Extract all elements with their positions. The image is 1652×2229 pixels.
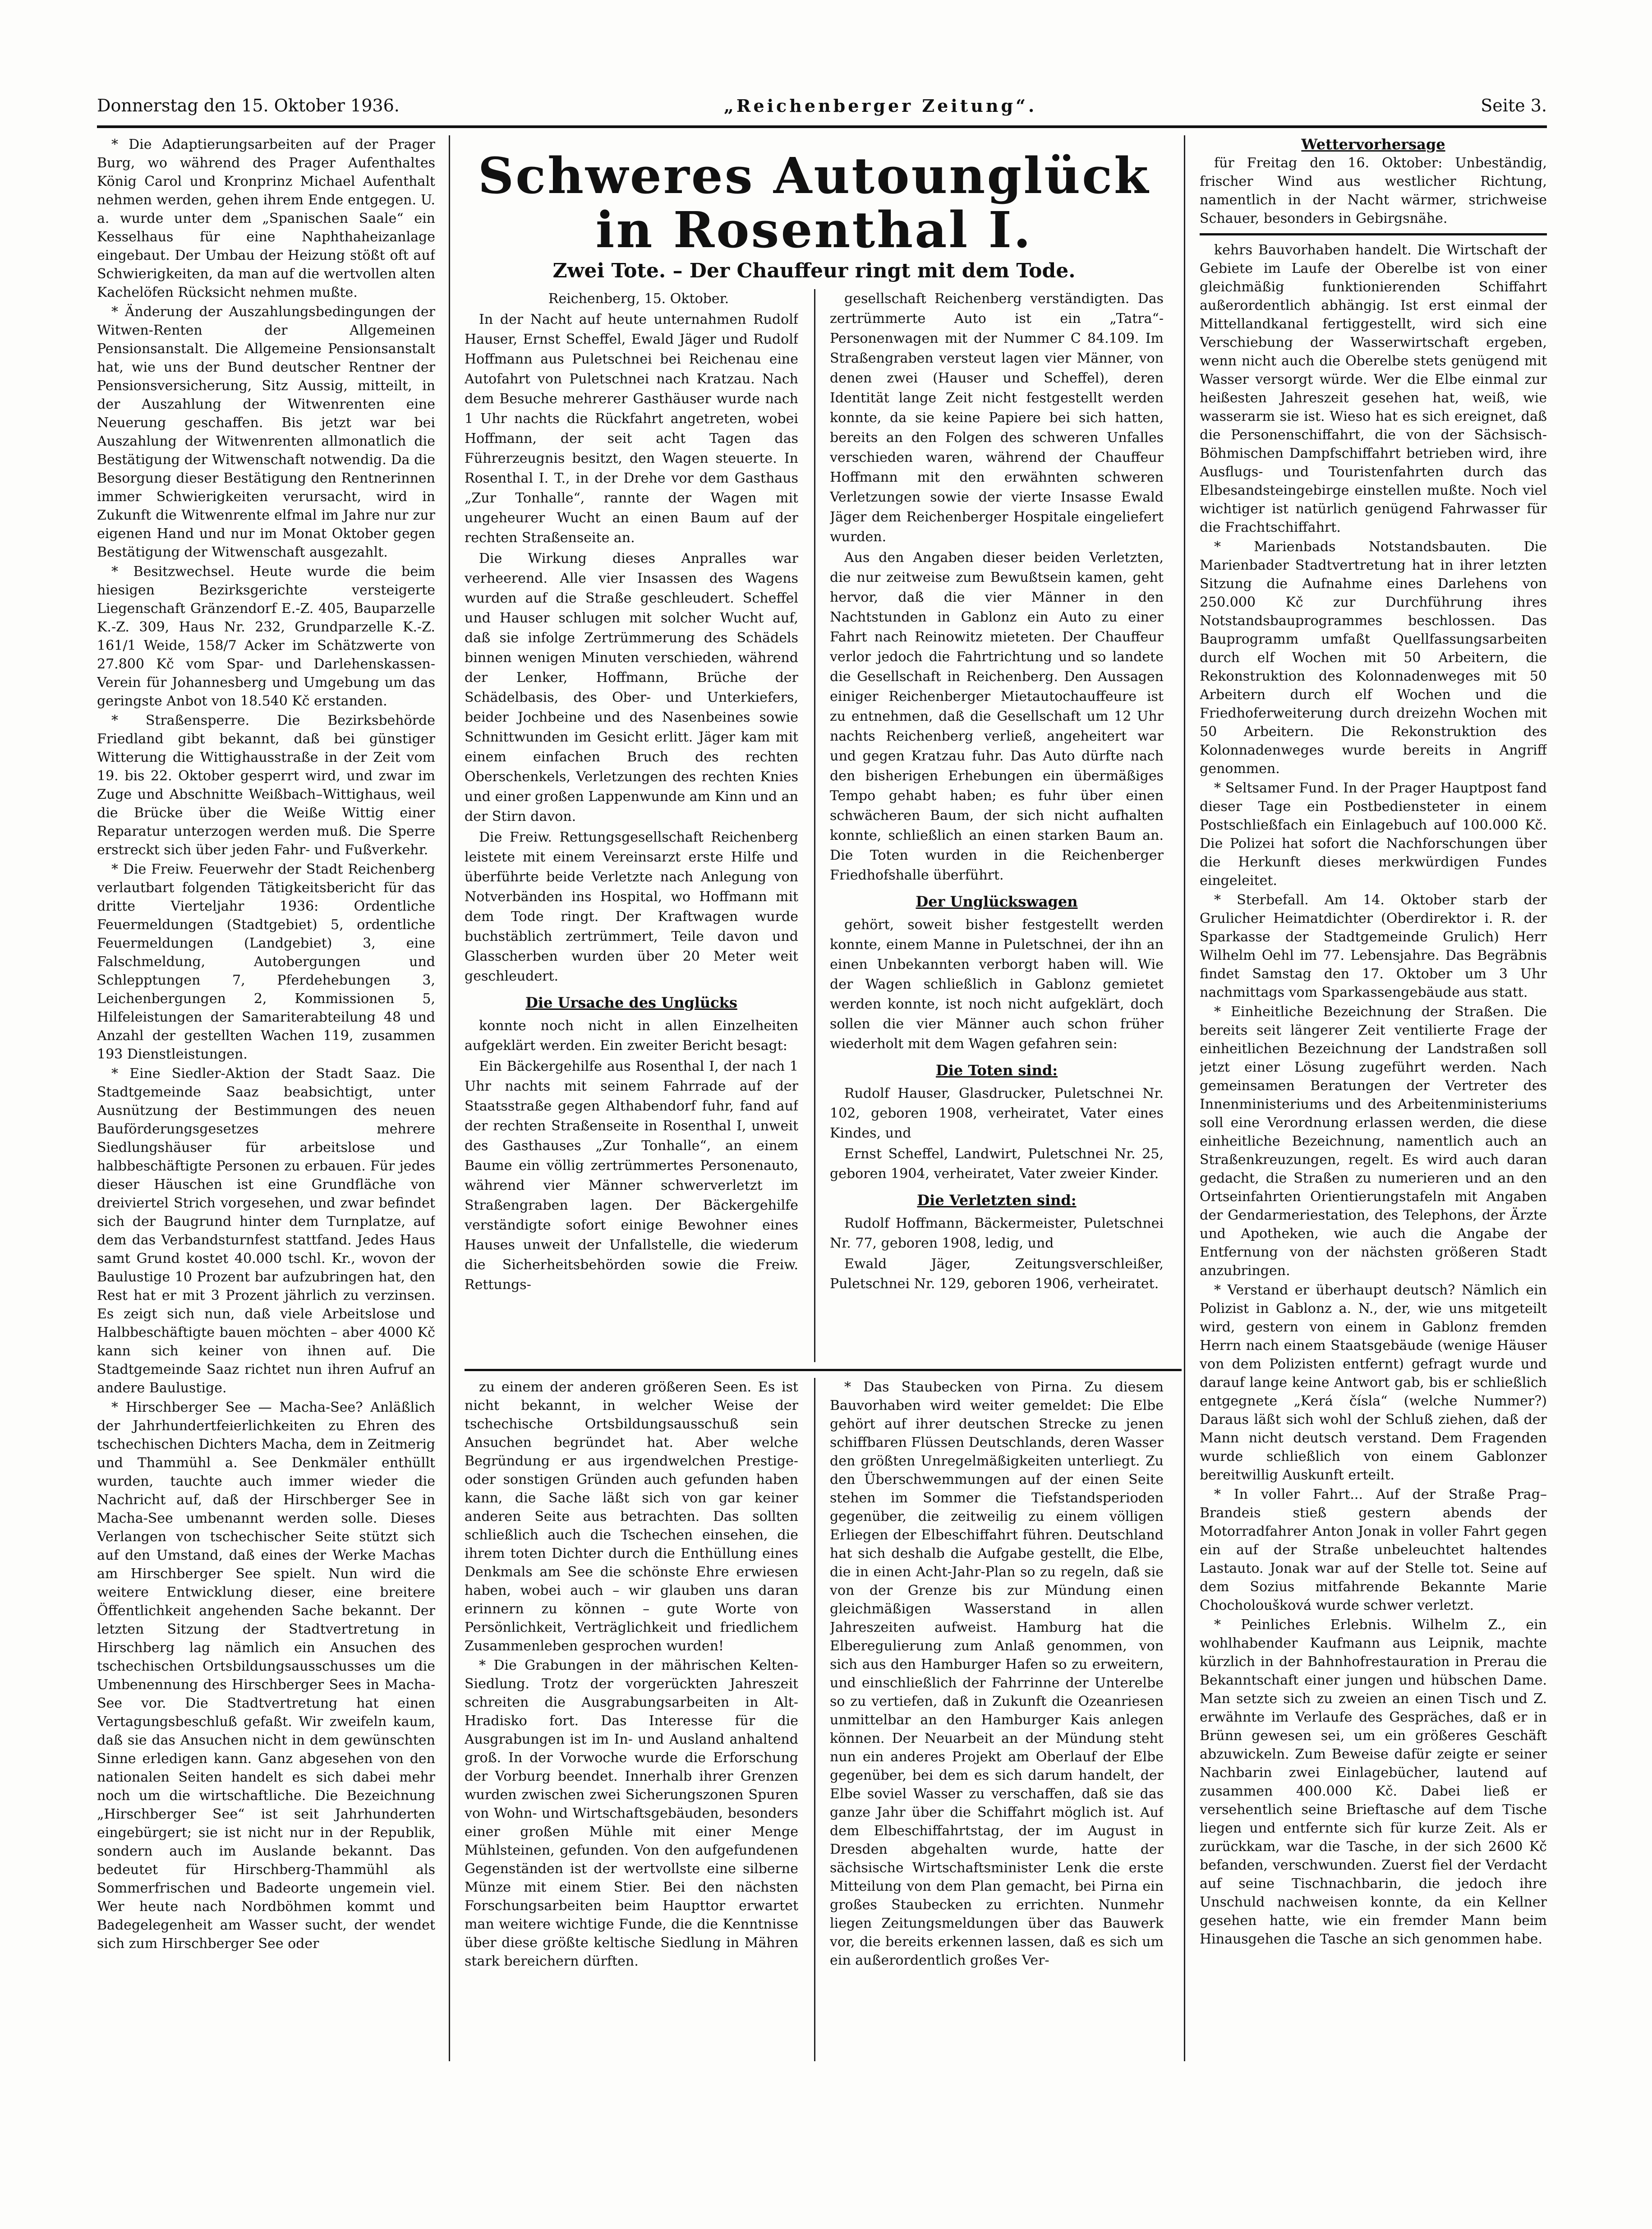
injured-entry: Ewald Jäger, Zeitungsverschleißer, Puletschnei Nr. 129, geboren 1906, verheiratet. [830,1256,1164,1292]
article-in-voller-fahrt: * In voller Fahrt... Auf der Straße Prag–Brandeis stieß gestern abends der Motorradfahrer Anton Jonak in voller Fahrt gegen ein auf der Straße unbeleuchtet haltendes Lastauto. Jonak war auf der Stelle tot. Seine auf dem Sozius mitfahrende Bekannte Marie Chocholoušková wurde schwer verletzt. [1200,1487,1547,1613]
column-left [97,135,435,2061]
main-article-divider [814,289,815,1362]
main-subheadline: Zwei Tote. – Der Chauffeur ringt mit dem Tode. [552,259,1076,282]
wagon-paragraph: gehört, soweit bisher festgestellt werden konnte, einem Manne in Puletschnei, der ihn an einen Unbekannten verborgt haben will. Wie der Wagen schließlich in Gablonz gemietet werden konnte, ist noch nicht aufgeklärt, doch sollen die vier Männer auch schon früher wiederholt mit dem Wagen gefahren sein: [830,917,1164,1052]
injured-entry: Rudolf Hoffmann, Bäckermeister, Puletschnei Nr. 77, geboren 1908, ledig, und [830,1216,1164,1251]
lower-left-column [465,1378,798,2061]
main-paragraph: gesellschaft Reichenberg verständigten. Das zertrümmerte Auto ist ein „Tatra“-Personenwagen mit der Nummer C 84.109. Im Straßengraben versteut lagen vier Männer, von denen zwei (Hauser und Scheffel), deren Identität lange Zeit nicht festgestellt werden konnte, da sie keine Papiere bei sich hatten, bereits an den Folgen des schweren Unfalles verschieden waren, während der Chauffeur Hoffmann mit den erwähnten schweren Verletzungen sowie der vierte Insasse Ewald Jäger dem Reichenberger Hospitale eingeliefert wurden. [830,291,1164,545]
article-feuerwehr: * Die Freiw. Feuerwehr der Stadt Reichenberg verlautbart folgenden Tätigkeitsbericht für das dritte Vierteljahr 1936: Ordentliche Feuermeldungen (Stadtgebiet) 5, ordentliche Feuermeldungen (Landgebiet) 3, eine Falschmeldung, Autobergungen und Schlepptungen 7, Pferdehebungen 3, Leichenbergungen 2, Kommissionen 5, Hilfeleistungen der Samariterabteilung 48 und Anzahl der gestellten Wachen 119, zusammen 193 Dienstleistungen. [97,861,435,1062]
injured-heading: Die Verletzten sind: [917,1192,1077,1209]
article-kelten-siedlung: * Die Grabungen in der mährischen Kelten-Siedlung. Trotz der vorgerückten Jahreszeit schreiten die Ausgrabungsarbeiten in Alt-Hradisko fort. Das Interesse für die Ausgrabungen ist im In- und Ausland anhaltend groß. In der Vorwoche wurde die Erforschung der Vorburg beendet. Innerhalb ihrer Grenzen wurden zwischen zwei Sicherungszonen Spuren von Wohn- und Wirtschaftsgebäuden, besonders einer großen Mühle mit einer Menge Mühlsteinen, gefunden. Von den aufgefundenen Gegenständen ist der wertvollste eine silberne Münze mit einem Stier. Bei den nächsten Forschungsarbeiten beim Haupttor erwartet man weitere wichtige Funde, die die Kenntnisse über diese größte keltische Siedlung in Mähren stark bereichern dürften. [465,1658,798,1969]
header-page-number: Seite 3. [1481,96,1547,115]
article-siedler-aktion: * Eine Siedler-Aktion der Stadt Saaz. Die Stadtgemeinde Saaz beabsichtigt, unter Ausnützung der Bestimmungen des neuen Bauförderungsgesetzes mehrere Siedlungshäuser für arbeitslose und halbbeschäftigte Personen zu erbauen. Für jedes dieser Häuschen ist eine Grundfläche von dreiviertel Strich vorgesehen, und zwar befindet sich der Baugrund hinter dem Turnplatze, auf dem das Verbandsturnfest stattfand. Jedes Haus samt Grund kostet 40.000 tschl. Kr., wovon der Baulustige 10 Prozent bar aufzubringen hat, den Rest hat er mit 3 Prozent jährlich zu verzinsen. Es zeigt sich nun, daß viele Arbeitslose und Halbbeschäftigte bauen möchten – aber 4000 Kč kann sich keiner von ihnen auf. Die Stadtgemeinde Saaz richtet nun ihren Aufruf an andere Baulustige. [97,1066,435,1396]
dead-entry: Rudolf Hauser, Glasdrucker, Puletschnei Nr. 102, geboren 1908, verheiratet, Vater eines Kindes, und [830,1086,1164,1141]
article-besitzwechsel: * Besitzwechsel. Heute wurde die beim hiesigen Bezirksgerichte versteigerte Liegenschaft Gränzendorf E.-Z. 405, Bauparzelle K.-Z. 309, Haus Nr. 232, Grundparzelle K.-Z. 161/1 Weide, 158/7 Acker im Schätzwerte von 27.800 Kč vom Spar- und Darlehenskassen-Verein für Johannesberg und Umgebung um das geringste Anbot von 18.540 Kč erstanden. [97,564,435,709]
article-verstand-deutsch: * Verstand er überhaupt deutsch? Nämlich ein Polizist in Gablonz a. N., der, wie uns mitgeteilt wird, gestern von einem in Gablonz fremden Herrn nach einem Staatsgebäude (wenige Häuser von dem Polizisten entfernt) gefragt wurde und darauf lange keine Antwort gab, bis er schließlich entgegnete „Kerá čísla“ (welche Nummer?) Daraus läßt sich wohl der Schluß ziehen, daß der Mann nicht deutsch verstand. Dem Fragenden wurde schließlich von einem Gablonzer bereitwillig Auskunft erteilt. [1200,1282,1547,1483]
weather-heading: Wettervorhersage [1301,136,1445,153]
article-staubecken-pirna: * Das Staubecken von Pirna. Zu diesem Bauvorhaben wird weiter gemeldet: Die Elbe gehört auf ihrer deutschen Strecke zu jenen schiffbaren Flüssen Deutschlands, deren Wasser den größten Unregelmäßigkeiten unterliegt. Zu den Überschwemmungen auf der einen Seite stehen im Sommer die Tiefstandsperioden gegenüber, die zeitweilig zu einem völligen Erliegen der Elbeschiffahrt führen. Deutschland hat sich deshalb die Aufgabe gestellt, die Elbe, die in einen Acht-Jahr-Plan so zu regeln, daß sie von der Grenze bis zur Mündung einen gleichmäßigen Wasserstand in allen Jahreszeiten aufweist. Hamburg hat die Elberegulierung zum Anlaß genommen, von sich aus den Hamburger Hafen so zu erweitern, und einschließlich der Fahrrinne der Unterelbe so zu vertiefen, daß in Zukunft die Ozeanriesen unmittelbar an den Hamburger Kais anlegen können. Der Neuarbeit an der Mündung steht nun ein anderes Projekt am Oberlauf der Elbe gegenüber, bei dem es sich darum handelt, der Elbe soviel Wasser zu verschaffen, daß sie das ganze Jahr über die Schiffahrt möglich ist. Auf dem Elbeschiffahrtstag, der im August in Dresden abgehalten wurde, hatte der sächsische Wirtschaftsminister Lenk die erste Mitteilung von dem Plan gemacht, bei Pirna ein großes Staubecken zu errichten. Nunmehr liegen Zeitungsmeldungen über das Bauwerk vor, die bereits erkennen lassen, daß es sich um ein außerordentlich großes Ver- [830,1379,1164,1968]
lower-column-divider [814,1378,815,2061]
main-paragraph: Die Wirkung dieses Anpralles war verheerend. Alle vier Insassen des Wagens wurden auf die Straße geschleudert. Scheffel und Hauser schlugen mit solcher Wucht auf, daß sie infolge Zertrümmerung des Schädels binnen wenigen Minuten verschieden, während der Lenker, Hoffmann, Brüche der Schädelbasis, des Ober- und Unterkiefers, beider Jochbeine und des Nasenbeines sowie Schnittwunden im Gesicht erlitt. Jäger kam mit einem einfachen Bruch des rechten Oberschenkels, Verletzungen des rechten Knies und einer großen Lappenwunde am Kinn und an der Stirn davon. [465,551,798,824]
header-paper-name: „Reichenberger Zeitung“. [724,96,1037,116]
column-divider [449,135,450,2061]
main-paragraph: Aus den Angaben dieser beiden Verletzten, die nur zeitweise zum Bewußtsein kamen, geht hervor, daß die vier Männer in den Nachtstunden in Gablonz ein Auto zu einer Fahrt nach Reinowitz mieteten. Der Chauffeur verlor jedoch die Fahrtrichtung und so landete die Gesellschaft in Reichenberg. Den Aussagen einiger Reichenberger Mietautochauffeure ist zu entnehmen, daß die Gesellschaft um 12 Uhr nachts Reichenberg verließ, angeheitert war und gegen Kratzau fuhr. Das Auto dürfte nach den bisherigen Erhebungen ein übermäßiges Tempo gehabt haben; es fuhr über einen schwächeren Baum, der sich nicht aufhalten konnte, schließlich an einen starken Baum an. Die Toten wurden in die Reichenberger Friedhofshalle überführt. [830,550,1164,883]
main-article-body [465,289,1164,1362]
dead-heading: Die Toten sind: [935,1062,1058,1079]
header-date: Donnerstag den 15. Oktober 1936. [97,96,400,115]
cause-paragraph: konnte noch nicht in allen Einzelheiten aufgeklärt werden. Ein zweiter Bericht besagt: [465,1018,798,1054]
column-right [1200,135,1547,2061]
cause-paragraph: Ein Bäckergehilfe aus Rosenthal I, der nach 1 Uhr nachts mit seinem Fahrrade auf der Staatsstraße gegen Althabendorf fuhr, fand auf der rechten Straßenseite in Rosenthal I, unweit des Gasthauses „Zur Tonhalle“, an einem Baume ein völlig zertrümmertes Personenauto, während vier Männer schwerverletzt im Straßengraben lagen. Der Bäckergehilfe verständigte sofort einige Bewohner eines Hauses unweit der Unfallstelle, die wiederum die Sicherheitsbehörden sowie die Freiw. Rettungs- [465,1059,798,1293]
article-hirschberger-see-continued: zu einem der anderen größeren Seen. Es ist nicht bekannt, in welcher Weise der tschechische Ortsbildungsausschuß sein Ansuchen begründet hat. Aber welche Begründung er aus irgendwelchen Prestige- oder sonstigen Gründen auch gefunden haben kann, die Sache läßt sich von gar keiner anderen Seite aus betrachten. Das sollten schließlich auch die Tschechen einsehen, die ihrem toten Dichter durch die Enthüllung eines Denkmals am See die schönste Ehre erwiesen haben, wobei auch – wir glauben uns daran erinnern zu können – gute Worte von Persönlichkeit, Verträglichkeit und friedlichem Zusammenleben gesprochen wurden! [465,1379,798,1654]
dateline: Reichenberg, 15. Oktober. [548,291,729,307]
article-seltsamer-fund: * Seltsamer Fund. In der Prager Hauptpost fand dieser Tage ein Postbediensteter in einem Postschließfach ein Einlagebuch auf 100.000 Kč. Die Polizei hat sofort die Nachforschungen über die Herkunft dieses merkwürdigen Fundes eingeleitet. [1200,780,1547,889]
dead-entry: Ernst Scheffel, Landwirt, Puletschnei Nr. 25, geboren 1904, verheiratet, Vater zweier Kinder. [830,1146,1164,1182]
article-prager-burg: * Die Adaptierungsarbeiten auf der Prager Burg, wo während des Prager Aufenthaltes König Carol und Kronprinz Michael Aufenthalt nehmen werden, gehen ihrem Ende entgegen. U. a. wurde unter dem „Spanischen Saale“ ein Kesselhaus für eine Naphthaheizanlage eingebaut. Der Umbau der Heizung stößt oft auf Schwierigkeiten, da man auf die wertvollen alten Kachelöfen Rücksicht nehmen mußte. [97,137,435,300]
article-strassenbezeichnung: * Einheitliche Bezeichnung der Straßen. Die bereits seit längerer Zeit ventilierte Frage der einheitlichen Bezeichnung der Landstraßen soll jetzt einer Lösung zugeführt werden. Nach gemeinsamen Beratungen der Vertreter des Innenministeriums und des Arbeitenministeriums soll eine Verordnung erlassen werden, die diese einheitliche Bezeichnung, namentlich auch an Straßenkreuzungen, regelt. Es wird auch daran gedacht, die Straßen zu numerieren und an den Ortseinfahrten Orientierungstafeln mit Angaben der Gendarmeriestation, des Telephons, der Ärzte und Apotheken, wie auch die Angabe der Entfernung von der nächsten größeren Stadt anzubringen. [1200,1004,1547,1279]
main-paragraph: In der Nacht auf heute unternahmen Rudolf Hauser, Ernst Scheffel, Ewald Jäger und Rudolf Hoffmann aus Puletschnei bei Reichenau eine Autofahrt von Puletschnei nach Kratzau. Nach dem Besuche mehrerer Gasthäuser wurde nach 1 Uhr nachts die Rückfahrt angetreten, wobei Hoffmann, der seit acht Tagen das Führerzeugnis besitzt, den Wagen steuerte. In Rosenthal I. T., in der Drehe vor dem Gasthaus „Zur Tonhalle“, rannte der Wagen mit ungeheurer Wucht an einen Baum auf der rechten Straßenseite an. [465,312,798,546]
wagon-heading: Der Unglückswagen [916,893,1078,910]
main-article [465,135,1164,1362]
article-peinliches-erlebnis: * Peinliches Erlebnis. Wilhelm Z., ein wohlhabender Kaufmann aus Leipnik, machte kürzlich in der Bahnhofrestauration in Prerau die Bekanntschaft einer jungen und hübschen Dame. Man setzte sich zu zweien an einen Tisch und Z. erwähnte im Verlaufe des Gespräches, daß er in Brünn gewesen sei, um ein größeres Geschäft abzuwickeln. Zum Beweise dafür zeigte er seiner Nachbarin zwei Einlagebücher, lautend auf zusammen 400.000 Kč. Dabei ließ er versehentlich seine Brieftasche auf dem Tische liegen und entfernte sich für kurze Zeit. Als er zurückkam, war die Tasche, in der sich 2600 Kč befanden, verschwunden. Zuerst fiel der Verdacht auf seine Tischnachbarin, die jedoch ihre Unschuld nachweisen konnte, da ein Kellner gesehen hatte, wie ein fremder Mann beim Hinausgehen die Tasche an sich genommen habe. [1200,1617,1547,1947]
main-article-right-column [830,289,1164,1362]
cause-heading: Die Ursache des Unglücks [525,994,737,1011]
weather-text: für Freitag den 16. Oktober: Unbeständig, frischer Wind aus westlicher Richtung, namentlich in der Nacht wärmer, strichweise Schauer, besonders in Gebirgsnähe. [1200,155,1547,226]
article-elbe-continued: kehrs Bauvorhaben handelt. Die Wirtschaft der Gebiete im Laufe der Oberelbe ist von einer gleichmäßig funktionierenden Schiffahrt außerordentlich abhängig. Ist erst einmal der Mittellandkanal fertiggestellt, wird sich eine Verschiebung der Wasserwirtschaft ergeben, wenn nicht auch die Oberelbe stets genügend mit Wasser versorgt würde. Wer die Elbe einmal zur heißesten Jahreszeit gesehen hat, weiß, wie wasserarm sie ist. Wieso hat es sich ereignet, daß die Personenschiffahrt, die von der Sächsisch-Böhmischen Dampfschiffahrt betrieben wird, ihre Ausflugs- und Touristenfahrten durch das Elbesandsteingebirge einstellen mußte. Noch viel wichtiger ist natürlich genügend Fahrwasser für die Frachtschiffahrt. [1200,242,1547,535]
main-headline: Schweres Autounglück in Rosenthal I. [478,147,1150,259]
main-article-left-column [465,289,798,1362]
article-witwenrenten: * Änderung der Auszahlungsbedingungen der Witwen-Renten der Allgemeinen Pensionsanstalt. Die Allgemeine Pensionsanstalt hat, wie uns der Bund deutscher Rentner der Pensionsversicherung, Sitz Aussig, mitteilt, in der Auszahlung der Witwenrenten eine Neuerung geschaffen. Bis jetzt war bei Auszahlung der Witwenrenten allmonatlich die Bestätigung der Witwenschaft notwendig. Da die Besorgung dieser Bestätigung den Rentnerinnen immer Schwierigkeiten verursacht, wird in Zukunft die Witwenrente elfmal im Jahre nur zur eigenen Hand und nur im Monat Oktober gegen Bestätigung der Witwenschaft ausgezahlt. [97,304,435,560]
article-marienbad: * Marienbads Notstandsbauten. Die Marienbader Stadtvertretung hat in ihrer letzten Sitzung die Aufnahme eines Darlehens von 250.000 Kč zur Durchführung ihres Notstandsbauprogrammes beschlossen. Das Bauprogramm umfaßt Quellfassungsarbeiten durch elf Wochen mit 50 Arbeitern, die Rekonstruktion des Kolonnadenweges mit 50 Arbeitern durch elf Wochen und die Friedhoferweiterung durch dreizehn Wochen mit 50 Arbeitern. Die Rekonstruktion des Kolonnadenweges wurde bereits in Angriff genommen. [1200,539,1547,777]
weather-box [1200,135,1547,235]
running-header [97,96,1547,123]
column-divider [1184,135,1185,2061]
header-rule [97,125,1547,128]
lower-right-column [830,1378,1164,2061]
article-sterbefall: * Sterbefall. Am 14. Oktober starb der Grulicher Heimatdichter (Oberdirektor i. R. der Sparkasse der Stadtgemeinde Grulich) Herr Wilhelm Oehl im 77. Lebensjahre. Das Begräbnis findet Samstag den 17. Oktober um 3 Uhr nachmittags vom Sparkassengebäude aus statt. [1200,892,1547,1000]
article-hirschberger-see: * Hirschberger See — Macha-See? Anläßlich der Jahrhundertfeierlichkeiten zu Ehren des tschechischen Dichters Macha, dem in Zeitmerig und Thammühl a. See Denkmäler enthüllt wurden, tauchte auch immer wieder die Nachricht auf, daß der Hirschberger See in Macha-See umbenannt werden solle. Dieses Verlangen von tschechischer Seite stützt sich auf den Umstand, daß eines der Werke Machas am Hirschberger See spielt. Nun wird die weitere Entwicklung dieser, eine breitere Öffentlichkeit angehenden Sache bekannt. Der letzten Sitzung der Stadtvertretung in Hirschberg lag nämlich ein Ansuchen des tschechischen Ortsbildungsausschusses um die Umbenennung des Hirschberger Sees in Macha-See vor. Die Stadtvertretung hat einen Vertagungsbeschluß gefaßt. Wir zweifeln kaum, daß sie das Ansuchen nicht in dem gewünschten Sinne erledigen kann. Ganz abgesehen von den nationalen Seiten handelt es sich dabei mehr noch um die wirtschaftliche. Die Bezeichnung „Hirschberger See“ ist seit Jahrhunderten eingebürgert; sie ist nicht nur in der Republik, sondern auch im Auslande bekannt. Das bedeutet für Hirschberg-Thammühl als Sommerfrischen und Badeorte ungemein viel. Wer heute nach Nordböhmen kommt und Badegelegenheit am Wasser sucht, der wendet sich zum Hirschberger See oder [97,1400,435,1952]
article-strassensperre: * Straßensperre. Die Bezirksbehörde Friedland gibt bekannt, daß bei günstiger Witterung die Wittighausstraße in der Zeit vom 19. bis 22. Oktober gesperrt wird, und zwar im Zuge und Abschnitte Weißbach–Wittighaus, weil die Brücke über die Weiße Wittig einer Reparatur unterzogen werden muß. Die Sperre erstreckt sich über jeden Fahr- und Fußverkehr. [97,713,435,858]
main-article-bottom-rule [465,1369,1182,1371]
main-paragraph: Die Freiw. Rettungsgesellschaft Reichenberg leistete mit einem Vereinsarzt erste Hilfe und überführte beide Verletzte nach Anlegung von Notverbänden ins Hospital, wo Hoffmann mit dem Tode ringt. Der Kraftwagen wurde buchstäblich zertrümmert, Teile davon und Glasscherben wurden über 20 Meter weit geschleudert. [465,829,798,984]
